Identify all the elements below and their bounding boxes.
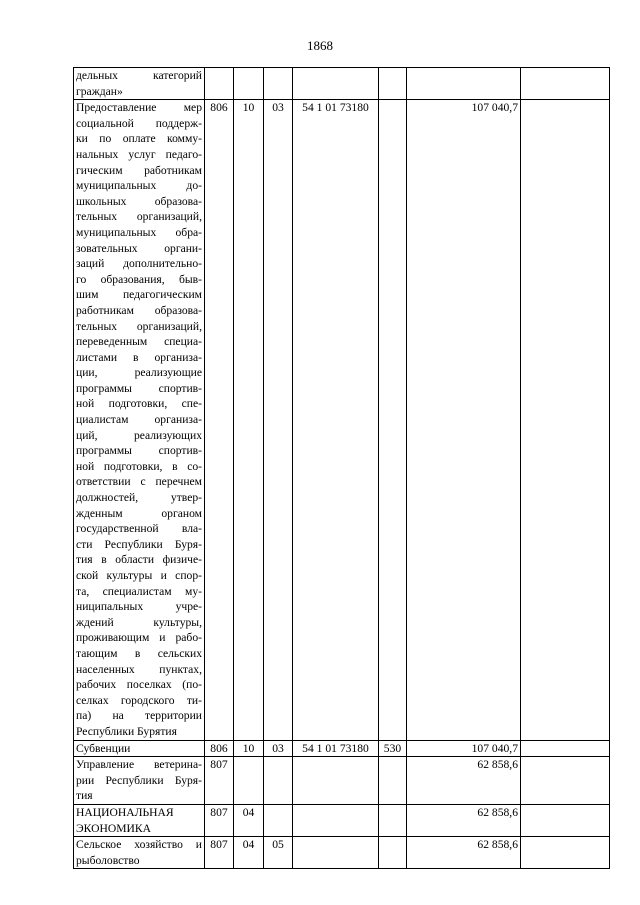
cell-amount: 107 040,7 xyxy=(407,740,521,757)
description-line: работникам образова- xyxy=(76,303,202,317)
description-line: тающим в сельских xyxy=(76,646,202,660)
cell-expense-type xyxy=(379,837,407,869)
cell-description xyxy=(74,837,205,869)
description-line: тия xyxy=(76,789,93,803)
description-line: рии Республики Буря- xyxy=(76,773,202,787)
table-row xyxy=(74,837,610,869)
cell-expense-type xyxy=(379,100,407,740)
cell-expense-type xyxy=(379,68,407,100)
cell-section: 04 xyxy=(234,804,264,836)
cell-extra xyxy=(521,740,610,757)
cell-amount: 62 858,6 xyxy=(407,804,521,836)
cell-extra xyxy=(521,100,610,740)
cell-target-article xyxy=(293,837,379,869)
description-line: рыболовство xyxy=(76,853,140,867)
description-line: программы спортив- xyxy=(76,444,202,458)
cell-ministry-code: 806 xyxy=(205,100,234,740)
cell-target-article: 54 1 01 73180 xyxy=(293,740,379,757)
cell-subsection: 03 xyxy=(264,740,293,757)
cell-description xyxy=(74,68,205,100)
description-line: Субвенции xyxy=(76,741,131,755)
cell-subsection xyxy=(264,804,293,836)
cell-subsection: 03 xyxy=(264,100,293,740)
description-line: Республики Бурятия xyxy=(76,724,177,738)
description-line: населенных пунктах, xyxy=(76,662,202,676)
cell-expense-type xyxy=(379,804,407,836)
cell-amount: 62 858,6 xyxy=(407,837,521,869)
cell-ministry-code: 807 xyxy=(205,837,234,869)
description-line: ЭКОНОМИКА xyxy=(76,821,152,835)
description-line: рабочих поселках (по- xyxy=(76,678,202,692)
cell-description xyxy=(74,757,205,805)
cell-section xyxy=(234,757,264,805)
cell-expense-type: 530 xyxy=(379,740,407,757)
budget-table xyxy=(73,67,610,869)
description-line: жденным органом xyxy=(76,506,202,520)
cell-description xyxy=(74,740,205,757)
cell-subsection xyxy=(264,757,293,805)
description-line: Предоставление мер xyxy=(76,101,202,115)
table-row xyxy=(74,68,610,100)
description-line: го образования, быв- xyxy=(76,272,202,286)
description-line: ской культуры и спор- xyxy=(76,569,202,582)
description-line: Управление ветерина- xyxy=(76,758,202,772)
description-line: Сельское хозяйство и xyxy=(76,838,202,852)
cell-expense-type xyxy=(379,757,407,805)
description-line: ной подготовки, в со- xyxy=(76,459,202,473)
description-line: гическим работникам xyxy=(76,163,202,177)
description-line: муниципальных обра- xyxy=(76,225,202,239)
cell-section xyxy=(234,68,264,100)
description-line: ции, реализующие xyxy=(76,366,202,380)
cell-amount: 62 858,6 xyxy=(407,757,521,805)
cell-subsection: 05 xyxy=(264,837,293,869)
description-line: школьных образова- xyxy=(76,194,202,208)
description-line: муниципальных до- xyxy=(76,179,202,193)
table-row xyxy=(74,804,610,836)
description-line: дельных категорий xyxy=(76,69,202,82)
description-line: ниципальных учре- xyxy=(76,600,202,614)
description-line: тельных организаций, xyxy=(76,210,202,224)
description-line: заций дополнительно- xyxy=(76,257,202,271)
cell-target-article xyxy=(293,804,379,836)
description-line: граждан» xyxy=(76,84,123,98)
description-line: социальной поддерж- xyxy=(76,116,202,130)
cell-description xyxy=(74,804,205,836)
cell-description xyxy=(74,100,205,740)
cell-ministry-code: 807 xyxy=(205,804,234,836)
table-body xyxy=(74,68,610,869)
description-line: ций, реализующих xyxy=(76,428,202,442)
cell-section: 10 xyxy=(234,740,264,757)
description-line: НАЦИОНАЛЬНАЯ xyxy=(76,805,174,819)
cell-target-article xyxy=(293,68,379,100)
description-line: проживающим и рабо- xyxy=(76,631,202,645)
description-line: должностей, утвер- xyxy=(76,491,202,505)
cell-extra xyxy=(521,757,610,805)
description-line: шим педагогическим xyxy=(76,288,202,302)
description-line: та, специалистам му- xyxy=(76,584,202,598)
table-row xyxy=(74,740,610,757)
cell-target-article: 54 1 01 73180 xyxy=(293,100,379,740)
table-row xyxy=(74,100,610,740)
description-line: нальных услуг педаго- xyxy=(76,147,202,161)
cell-amount: 107 040,7 xyxy=(407,100,521,740)
description-line: переведенным специа- xyxy=(76,335,202,349)
cell-ministry-code: 807 xyxy=(205,757,234,805)
cell-section: 04 xyxy=(234,837,264,869)
description-line: па) на территории xyxy=(76,709,202,723)
cell-extra xyxy=(521,837,610,869)
description-line: тия в области физиче- xyxy=(76,553,202,567)
cell-subsection xyxy=(264,68,293,100)
cell-target-article xyxy=(293,757,379,805)
description-line: сти Республики Буря- xyxy=(76,537,202,551)
description-line: тельных организаций, xyxy=(76,319,202,333)
description-line: ной подготовки, спе- xyxy=(76,397,202,411)
cell-ministry-code: 806 xyxy=(205,740,234,757)
table-row xyxy=(74,757,610,805)
description-line: государственной вла- xyxy=(76,522,202,536)
description-line: ответствии с перечнем xyxy=(76,475,202,489)
description-line: селках городского ти- xyxy=(76,693,202,707)
description-line: зовательных органи- xyxy=(76,241,202,255)
description-line: программы спортив- xyxy=(76,381,202,395)
cell-ministry-code xyxy=(205,68,234,100)
cell-amount xyxy=(407,68,521,100)
cell-extra xyxy=(521,804,610,836)
page-number: 1868 xyxy=(307,38,333,53)
description-line: ки по оплате комму- xyxy=(76,132,202,146)
description-line: листами в организа- xyxy=(76,350,202,364)
description-line: циалистам организа- xyxy=(76,413,202,427)
description-line: ждений культуры, xyxy=(76,615,202,629)
cell-section: 10 xyxy=(234,100,264,740)
cell-extra xyxy=(521,68,610,100)
